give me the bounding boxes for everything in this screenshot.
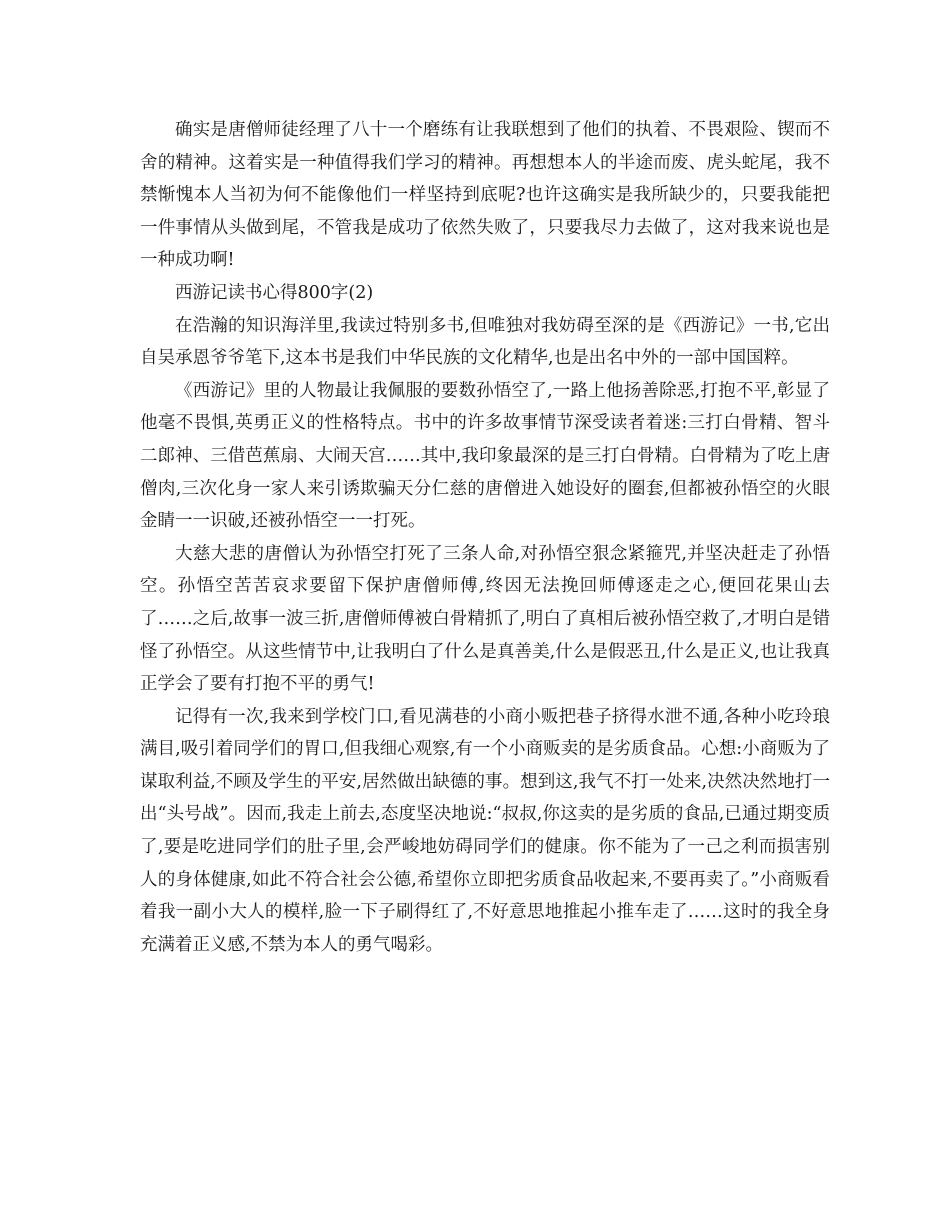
paragraph-4: 记得有一次,我来到学校门口,看见满巷的小商小贩把巷子挤得水泄不通,各种小吃玲琅满目,吸引着同学们的胃口,但我细心观察,有一个小商贩卖的是劣质食品。心想:小商贩为了谋取利益,不顾及学生的平安,居然做出缺德的事。想到这,我气不打一处来,决然决然地打一出“头号战”。因而,我走上前去,态度坚决地说:“叔叔,你这卖的是劣质的食品,已通过期变质了,要是吃进同学们的肚子里,会严峻地妨碍同学们的健康。你不能为了一己之利而损害别人的身体健康,如此不符合社会公德,希望你立即把劣质食品收起来,不要再卖了。”小商贩看着我一副小大人的模样,脸一下子刷得红了,不好意思地推起小推车走了……这时的我全身充满着正义感,不禁为本人的勇气喝彩。	[140, 706, 830, 955]
section-heading: 西游记读书心得800字(2)	[175, 282, 374, 303]
document-body	[140, 114, 830, 961]
paragraph-3: 大慈大悲的唐僧认为孙悟空打死了三条人命,对孙悟空狠念紧箍咒,并坚决赶走了孙悟空。孙悟空苦苦哀求要留下保护唐僧师傅,终因无法挽回师傅逐走之心,便回花果山去了……之后,故事一波三折,唐僧师傅被白骨精抓了,明白了真相后被孙悟空救了,才明白是错怪了孙悟空。从这些情节中,让我明白了什么是真善美,什么是假恶丑,什么是正义,也让我真正学会了要有打抱不平的勇气!	[140, 543, 830, 695]
paragraph-2: 《西游记》里的人物最让我佩服的要数孙悟空了,一路上他扬善除恶,打抱不平,彰显了他毫不畏惧,英勇正义的性格特点。书中的许多故事情节深受读者着迷:三打白骨精、智斗二郎神、三借芭蕉扇、大闹天宫……其中,我印象最深的是三打白骨精。白骨精为了吃上唐僧肉,三次化身一家人来引诱欺骗天分仁慈的唐僧进入她设好的圈套,但都被孙悟空的火眼金睛一一识破,还被孙悟空一一打死。	[140, 380, 830, 532]
paragraph-intro: 确实是唐僧师徒经理了八十一个磨练有让我联想到了他们的执着、不畏艰险、锲而不舍的精神。这着实是一种值得我们学习的精神。再想想本人的半途而废、虎头蛇尾，我不禁惭愧本人当初为何不能像他们一样坚持到底呢?也许这确实是我所缺少的，只要我能把一件事情从头做到尾，不管我是成功了依然失败了，只要我尽力去做了，这对我来说也是一种成功啊!	[140, 120, 830, 271]
paragraph-1: 在浩瀚的知识海洋里,我读过特别多书,但唯独对我妨碍至深的是《西游记》一书,它出自吴承恩爷爷笔下,这本书是我们中华民族的文化精华,也是出名中外的一部中国国粹。	[140, 315, 830, 369]
